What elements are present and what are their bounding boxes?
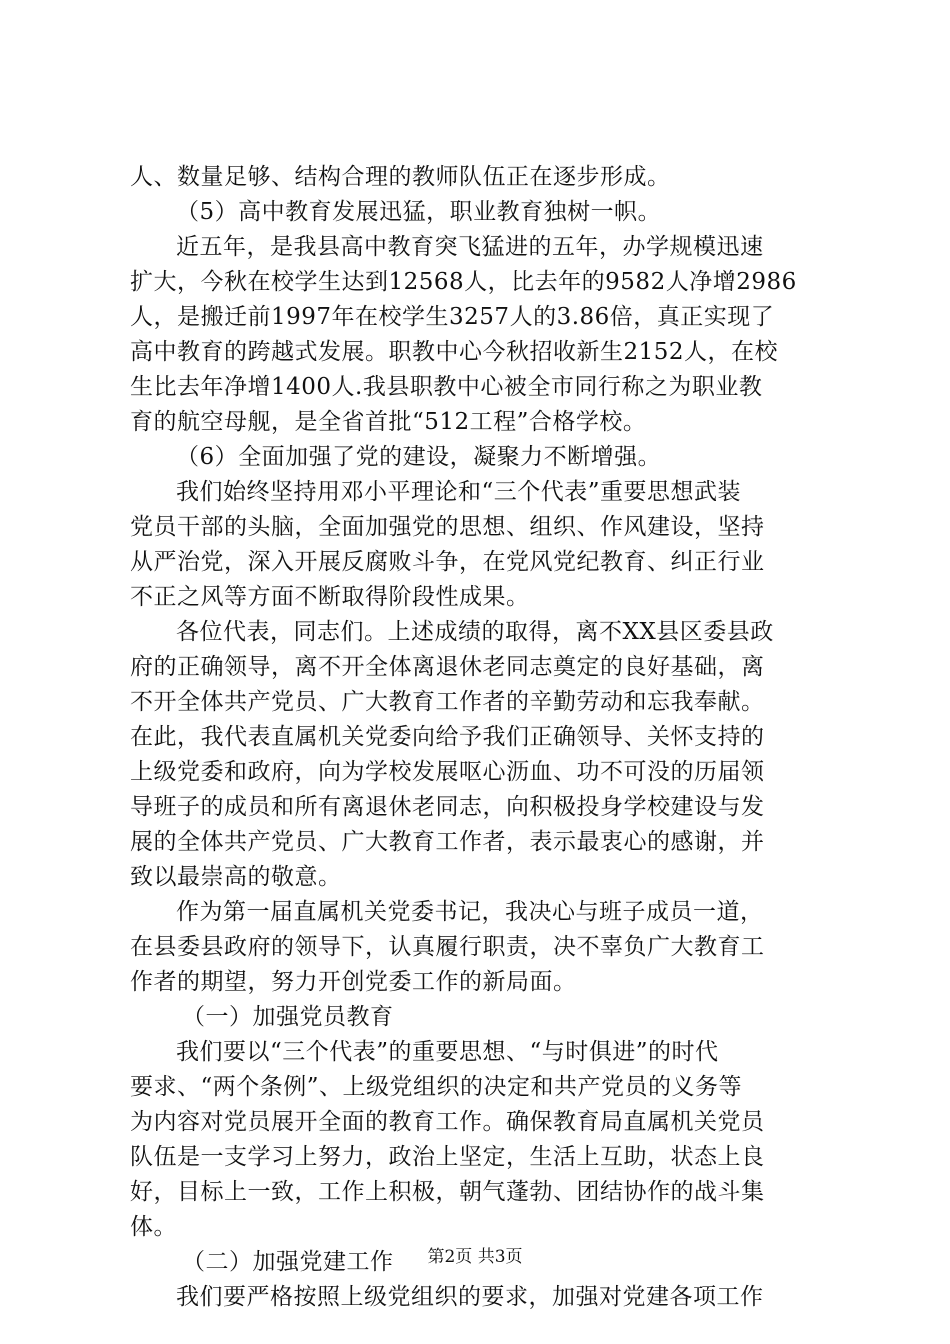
paragraph-first-line: 我们始终坚持用邓小平理论和“三个代表”重要思想武装 [176,479,742,505]
text-line: 作者的期望，努力开创党委工作的新局面。 [130,969,577,995]
paragraph-first-line: 各位代表，同志们。上述成绩的取得，离不XX县区委县政 [176,619,774,645]
paragraph-first-line: 近五年，是我县高中教育突飞猛进的五年，办学规模迅速 [176,234,764,260]
page-number-label: 第2页 共3页 [427,1247,523,1267]
document-body [130,160,830,1315]
text-line: 人、数量足够、结构合理的教师队伍正在逐步形成。 [130,164,671,190]
section-heading: （一）加强党员教育 [182,1004,394,1030]
text-line: 育的航空母舰，是全省首批“512工程”合格学校。 [130,409,647,435]
text-line: 在县委县政府的领导下，认真履行职责，决不辜负广大教育工 [130,934,765,960]
text-line: 生比去年净增1400人.我县职教中心被全市同行称之为职业教 [130,374,763,400]
text-line: 从严治党，深入开展反腐败斗争，在党风党纪教育、纠正行业 [130,549,765,575]
text-line: 不开全体共产党员、广大教育工作者的辛勤劳动和忘我奉献。 [130,689,765,715]
text-line: 为内容对党员展开全面的教育工作。确保教育局直属机关党员 [130,1109,765,1135]
text-line: 人，是搬迁前1997年在校学生3257人的3.86倍，真正实现了 [130,304,775,330]
paragraph-first-line: 我们要以“三个代表”的重要思想、“与时俱进”的时代 [176,1039,719,1065]
text-line: 要求、“两个条例”、上级党组织的决定和共产党员的义务等 [130,1074,743,1100]
text-line: 府的正确领导，离不开全体离退休老同志奠定的良好基础，离 [130,654,765,680]
section-heading: （二）加强党建工作 [182,1249,394,1275]
text-line: 在此，我代表直属机关党委向给予我们正确领导、关怀支持的 [130,724,765,750]
text-line: 上级党委和政府，向为学校发展呕心沥血、功不可没的历届领 [130,759,765,785]
text-line: 体。 [130,1214,177,1240]
text-line: 扩大，今秋在校学生达到12568人，比去年的9582人净增2986 [130,269,797,295]
text-line: 导班子的成员和所有离退休老同志，向积极投身学校建设与发 [130,794,765,820]
paragraph-first-line: 作为第一届直属机关党委书记，我决心与班子成员一道， [176,899,764,925]
paragraph-first-line: 我们要严格按照上级党组织的要求，加强对党建各项工作 [176,1284,764,1310]
text-line: 高中教育的跨越式发展。职教中心今秋招收新生2152人，在校 [130,339,779,365]
section-heading: （6）全面加强了党的建设，凝聚力不断增强。 [176,444,662,470]
text-line: 不正之风等方面不断取得阶段性成果。 [130,584,530,610]
section-heading: （5）高中教育发展迅猛，职业教育独树一帜。 [176,199,662,225]
text-line: 好，目标上一致，工作上积极，朝气蓬勃、团结协作的战斗集 [130,1179,765,1205]
text-line: 队伍是一支学习上努力，政治上坚定，生活上互助，状态上良 [130,1144,765,1170]
text-line: 展的全体共产党员、广大教育工作者，表示最衷心的感谢，并 [130,829,765,855]
text-line: 党员干部的头脑，全面加强党的思想、组织、作风建设，坚持 [130,514,765,540]
page-footer [0,1245,950,1269]
text-line: 致以最崇高的敬意。 [130,864,342,890]
